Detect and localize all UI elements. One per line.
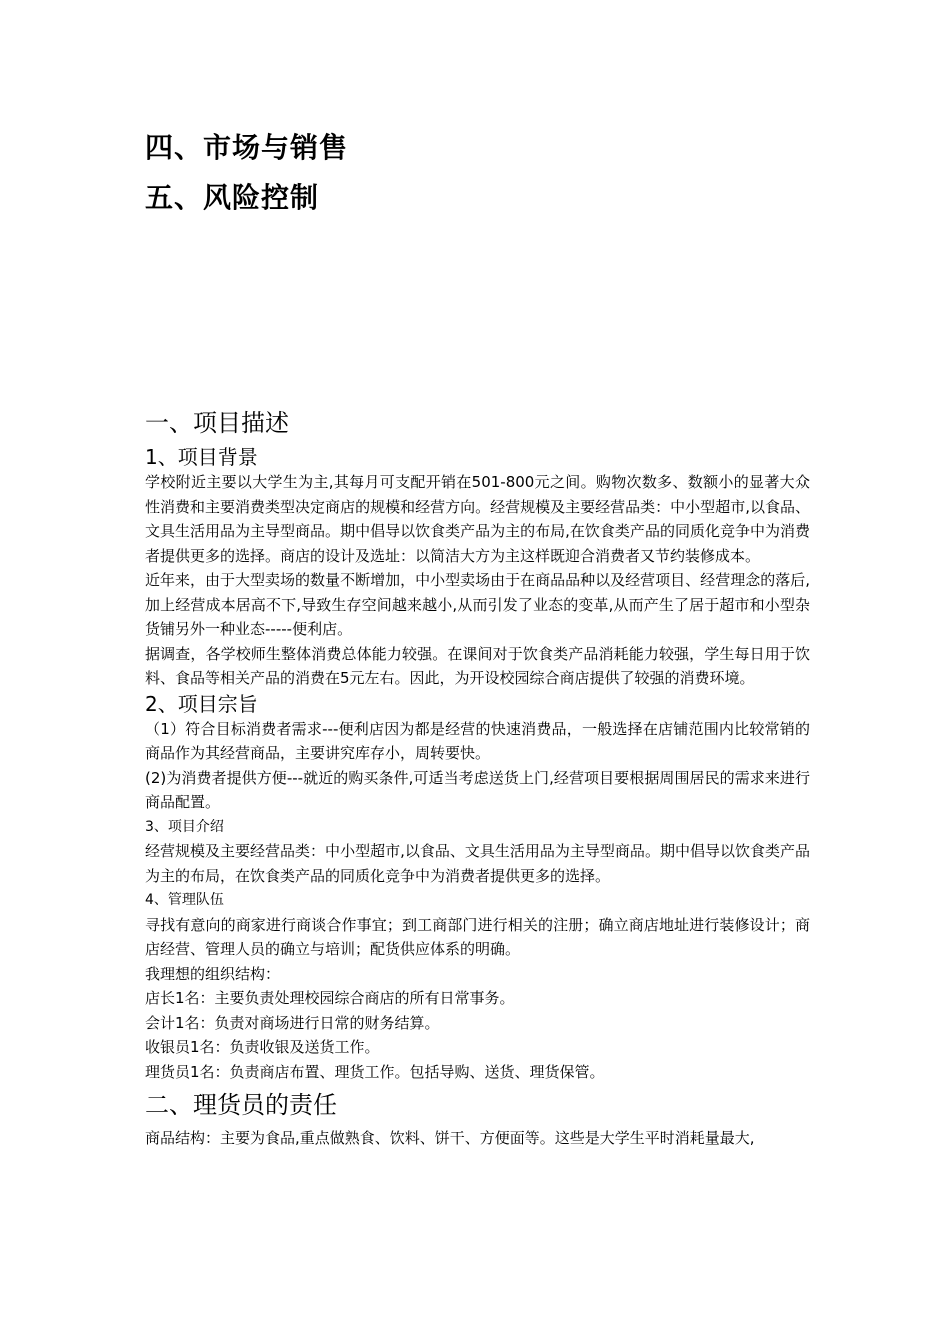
subsection-title-background: 1、项目背景 [145,445,258,469]
section-title-project-description: 一、项目描述 [145,409,289,437]
heading-market-sales: 四、市场与销售 [145,131,349,164]
team-paragraph-2: 我理想的组织结构： [145,964,281,983]
subsection-title-purpose: 2、项目宗旨 [145,691,258,716]
section-title-stock-clerk-duties: 二、理货员的责任 [145,1091,337,1119]
introduction-paragraph: 经营规模及主要经营品类：中小型超市,以食品、文具生活用品为主导型商品。期中倡导以饮食类产品为主的布局，在饮食类产品的同质化竞争中为消费者提供更多的选择。 [145,842,810,885]
purpose-paragraph-1: （1）符合目标消费者需求---便利店因为都是经营的快速消费品，一般选择在店铺范围内比较常销的商品作为其经营商品，主要讲究库存小，周转要快。 [145,719,810,762]
subsection-title-management-team: 4、管理队伍 [145,892,224,908]
team-role-manager: 店长1名：主要负责处理校园综合商店的所有日常事务。 [145,989,515,1007]
heading-risk-control: 五、风险控制 [145,181,320,214]
background-paragraph-2: 近年来，由于大型卖场的数量不断增加，中小型卖场由于在商品品种以及经营项目、经营理念的落后,加上经营成本居高不下,导致生存空间越来越小,从而引发了业态的变革,从而产生了居于超市和小型杂货铺另外一种业态-----便利店。 [145,571,810,638]
team-role-accountant: 会计1名：负责对商场进行日常的财务结算。 [145,1013,440,1032]
document-content [145,406,810,1151]
background-paragraph-3: 据调查，各学校师生整体消费总体能力较强。在课间对于饮食类产品消耗能力较强，学生每日用于饮料、食品等相关产品的消费在5元左右。因此，为开设校园综合商店提供了较强的消费环境。 [145,644,810,687]
purpose-paragraph-2: (2)为消费者提供方便---就近的购买条件,可适当考虑送货上门,经营项目要根据周围居民的需求来进行商品配置。 [145,768,810,811]
subsection-title-introduction: 3、项目介绍 [145,818,224,835]
team-role-cashier: 收银员1名：负责收银及送货工作。 [145,1038,380,1056]
duties-paragraph-1: 商品结构：主要为食品,重点做熟食、饮料、饼干、方便面等。这些是大学生平时消耗量最大, [145,1129,755,1147]
background-paragraph-1: 学校附近主要以大学生为主,其每月可支配开销在501-800元之间。购物次数多、数额小的显著大众性消费和主要消费类型决定商店的规模和经营方向。经营规模及主要经营品类：中小型超市,以食品、文具生活用品为主导型商品。期中倡导以饮食类产品为主的布局,在饮食类产品的同质化竞争中为消费者提供更多的选择。商店的设计及选址：以简洁大方为主这样既迎合消费者又节约装修成本。 [145,473,810,565]
team-role-stock-clerk: 理货员1名：负责商店布置、理货工作。包括导购、送货、理货保管。 [145,1062,605,1081]
team-paragraph-1: 寻找有意向的商家进行商谈合作事宜；到工商部门进行相关的注册；确立商店地址进行装修设计；商店经营、管理人员的确立与培训；配货供应体系的明确。 [145,915,810,958]
